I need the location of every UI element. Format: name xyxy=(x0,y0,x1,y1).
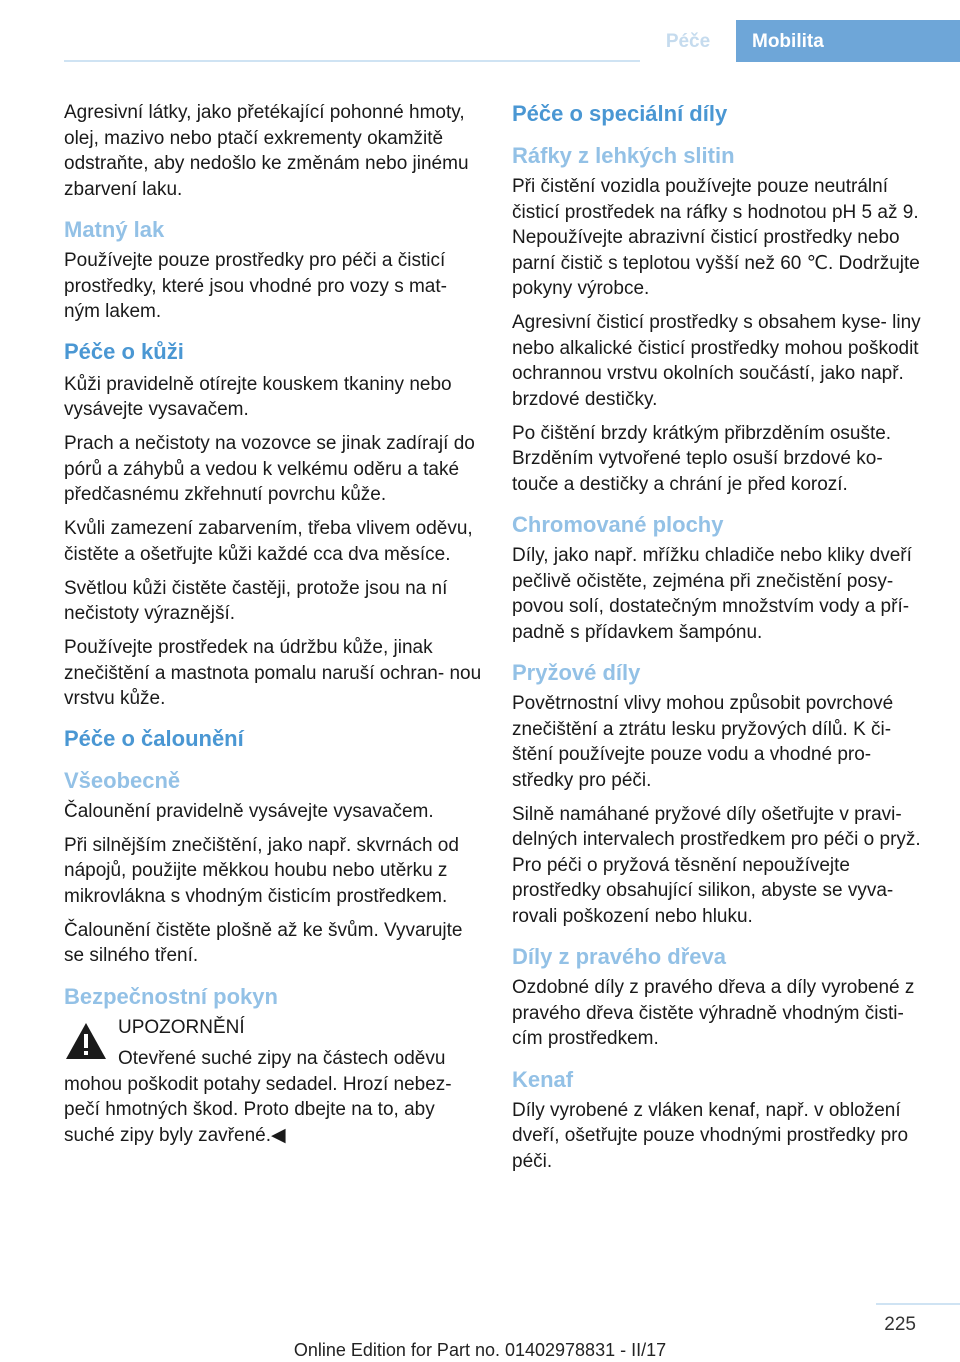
footer-rule xyxy=(876,1303,960,1305)
wood-paragraph-1: Ozdobné díly z pravého dřeva a díly vyrobené z pravého dřeva čistěte výhradně vhodným čisti‐ cím prostředkem. xyxy=(512,977,915,1049)
kenaf-paragraph-1: Díly vyrobené z vláken kenaf, např. v obložení dveří, ošetřujte pouze vhodnými prostředky pro péči. xyxy=(512,1099,909,1172)
rubber-parts-heading: Pryžové díly xyxy=(512,660,641,685)
leather-paragraph-5: Používejte prostředek na údržbu kůže, jinak znečištění a mastnota pomalu naruší ochran‐ nou vrstvu kůže. xyxy=(64,637,482,709)
warning-text xyxy=(64,1046,484,1148)
tab-care[interactable]: Péče xyxy=(640,20,736,62)
rims-paragraph-1: Při čistění vozidla používejte pouze neutrální čisticí prostředek na ráfky s hodnotou pH 5 až 9. Nepoužívejte abrazivní čisticí prostředky nebo parní čistič s teplotou vyšší než 60 ℃. Dodržujte pokyny výrobce. xyxy=(512,176,920,299)
left-column xyxy=(64,100,484,1148)
leather-paragraph-4: Světlou kůži čistěte častěji, protože jsou na ní nečistoty výraznější. xyxy=(64,577,448,624)
wood-parts-heading: Díly z pravého dřeva xyxy=(512,944,726,969)
warning-text-rest: mohou poškodit potahy sedadel. Hrozí nebez‐ pečí hmotných škod. Proto dbejte na to, aby suché zipy byly zavřené.◀ xyxy=(64,1073,452,1146)
warning-triangle-icon xyxy=(64,1021,108,1061)
right-column xyxy=(512,100,932,1183)
rims-paragraph-3: Po čištění brzdy krátkým přibrzděním osušte. Brzděním vytvořené teplo osuší brzdové ko‐ touče a destičky a chrání je před korozí. xyxy=(512,422,892,495)
matte-paint-heading: Matný lak xyxy=(64,217,165,242)
leather-paragraph-2: Prach a nečistoty na vozovce se jinak zadírají do pórů a záhybů a vedou k velkému oděru a také předčasnému zkřehnutí povrchu kůže. xyxy=(64,433,475,505)
rubber-paragraph-1: Povětrnostní vlivy mohou způsobit povrchové znečištění a ztrátu lesku pryžových dílů. K či‐ štění používejte pouze vodu a vhodné pro‐ středky pro péči. xyxy=(512,693,894,791)
warning-label: UPOZORNĚNÍ xyxy=(118,1016,245,1038)
warning-text-line-1: Otevřené suché zipy na částech oděvu xyxy=(118,1048,446,1069)
leather-paragraph-1: Kůži pravidelně otírejte kouskem tkaniny nebo vysávejte vysavačem. xyxy=(64,373,452,420)
general-heading: Všeobecně xyxy=(64,767,181,793)
intro-paragraph: Agresivní látky, jako přetékající pohonné hmoty, olej, mazivo nebo ptačí exkrementy okamžitě odstraňte, aby nedošlo ke změnám nebo jinému zbarvení laku. xyxy=(64,102,469,200)
upholstery-paragraph-3: Čalounění čistěte plošně až ke švům. Vyvarujte se silného tření. xyxy=(64,919,463,966)
page-number: 225 xyxy=(884,1314,916,1335)
kenaf-heading: Kenaf xyxy=(512,1066,574,1092)
edition-footer: Online Edition for Part no. 01402978831 - II/17 xyxy=(293,1340,667,1360)
rubber-paragraph-2: Silně namáhané pryžové díly ošetřujte v pravi‐ delných intervalech prostředkem pro péči o pryž. Pro péči o pryžová těsnění nepoužívejte prostředky obsahující silikon, abyste se vyva‐ rovali poškození nebo hluku. xyxy=(512,803,921,927)
upholstery-paragraph-1: Čalounění pravidelně vysávejte vysavačem. xyxy=(64,800,434,822)
rims-paragraph-2: Agresivní čisticí prostředky s obsahem kyse‐ liny nebo alkalické čisticí prostředky mohou poškodit ochrannou vrstvu okolních součástí, jako např. brzdové destičky. xyxy=(512,312,921,410)
alloy-rims-heading: Ráfky z lehkých slitin xyxy=(512,143,735,168)
warning-block xyxy=(64,1015,484,1149)
leather-care-heading: Péče o kůži xyxy=(64,338,184,364)
safety-note-heading: Bezpečnostní pokyn xyxy=(64,983,278,1009)
upholstery-care-heading: Péče o čalounění xyxy=(64,725,244,751)
upholstery-paragraph-2: Při silnějším znečištění, jako např. skvrnách od nápojů, použijte měkkou houbu nebo utěrku z mikrovlákna s vhodným čisticím prostředkem. xyxy=(64,834,459,907)
chrome-paragraph-1: Díly, jako např. mřížku chladiče nebo kliky dveří pečlivě očistěte, zejména při znečistění posy‐ povou solí, dostatečným množstvím vody a pří‐ padně s přídavkem šampónu. xyxy=(512,545,912,643)
special-parts-heading: Péče o speciální díly xyxy=(512,101,728,126)
leather-paragraph-3: Kvůli zamezení zabarvením, třeba vlivem oděvu, čistěte a ošetřujte kůži každé cca dva měsíce. xyxy=(64,518,473,565)
chrome-surfaces-heading: Chromované plochy xyxy=(512,512,724,537)
matte-paint-text: Používejte pouze prostředky pro péči a čisticí prostředky, které jsou vhodné pro vozy s mat‐ ným lakem. xyxy=(64,250,447,322)
tab-mobility[interactable]: Mobilita xyxy=(736,20,960,62)
